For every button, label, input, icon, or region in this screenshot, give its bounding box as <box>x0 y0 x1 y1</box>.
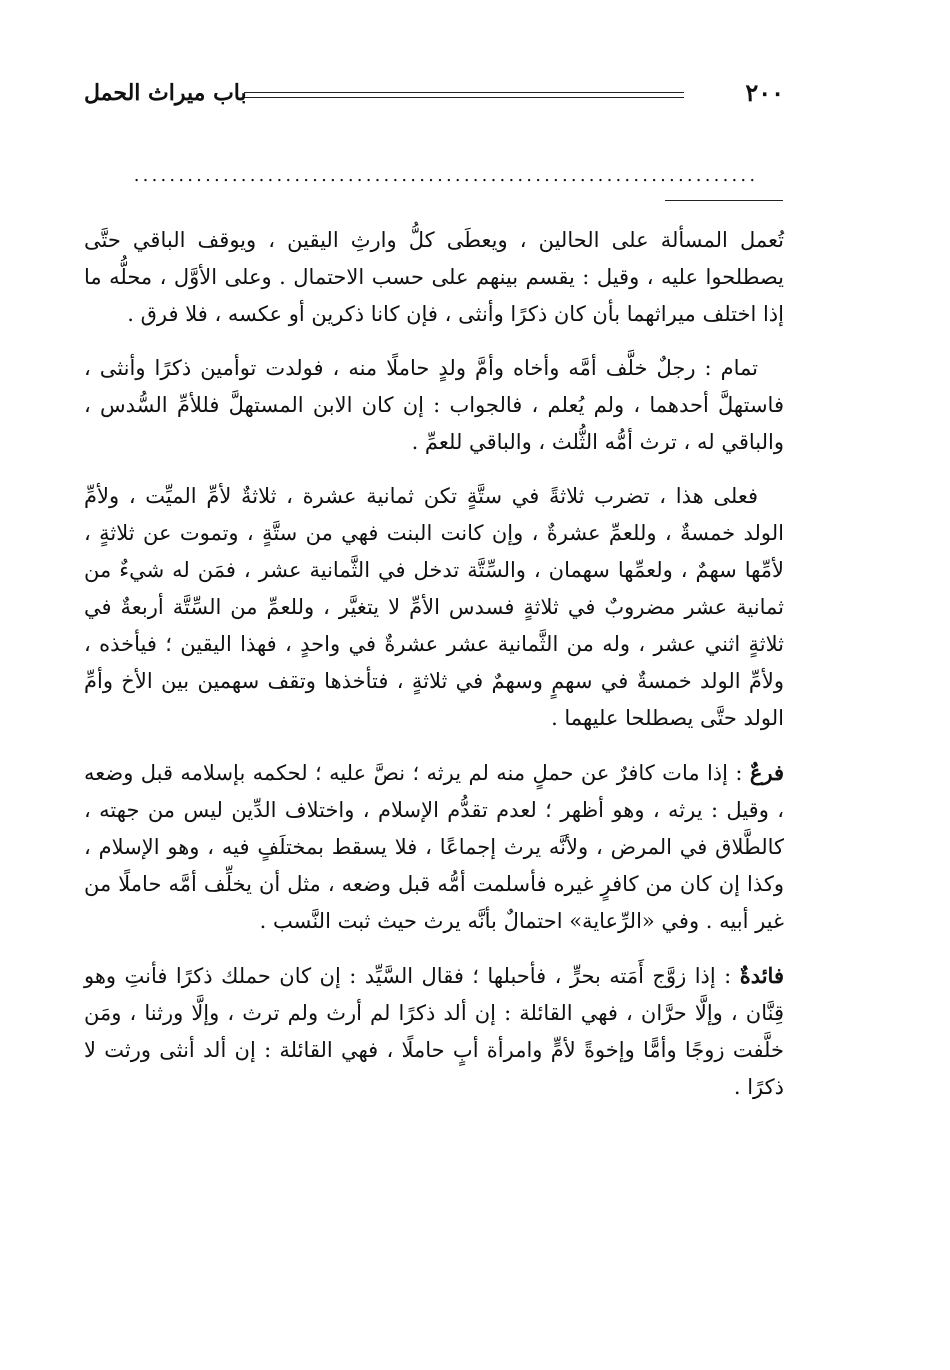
paragraph-5 <box>84 957 784 1106</box>
paragraph-4-lead: فرعٌ <box>749 760 784 785</box>
short-divider-rule <box>665 200 783 201</box>
page-header <box>84 78 784 118</box>
paragraph-2-text: تمام : رجلٌ خلَّف أمَّه وأخاه وأمَّ ولدٍ حاملًا منه ، فولدت توأمين ذكرًا وأنثى ، فاستهلَّ أحدهما ، ولم يُعلم ، فالجواب : إن كان الابن المستهلَّ فللأمِّ السُّدس ، والباقي له ، ترث أمُّه الثُّلث ، والباقي للعمِّ . <box>84 356 784 454</box>
paragraph-1-text: تُعمل المسألة على الحالين ، ويعطَى كلُّ وارثِ اليقين ، ويوقف الباقي حتَّى يصطلحوا عليه ، وقيل : يقسم بينهم على حسب الاحتمال . وعلى الأوَّل ، محلُّه ما إذا اختلف ميراثهما بأن كان ذكرًا وأنثى ، فإن كانا ذكرين أو عكسه ، فلا فرق . <box>84 228 784 326</box>
paragraph-4-text: : إذا مات كافرٌ عن حملٍ منه لم يرثه ؛ نصَّ عليه ؛ لحكمه بإسلامه قبل وضعه ، وقيل : يرثه ، وهو أظهر ؛ لعدم تقدُّم الإسلام ، واختلاف الدِّين ليس من جهته ، كالطَّلاق في المرض ، ولأنَّه يرث إجماعًا ، فلا يسقط بمختلَفٍ فيه ، وهو الإسلام ، وكذا إن كان من كافرٍ غيره فأسلمت أمُّه قبل وضعه ، مثل أن يخلِّف أمَّه حاملًا من غير أبيه . وفي «الرِّعاية» احتمالٌ بأنَّه يرث حيث ثبت النَّسب . <box>84 761 784 933</box>
paragraph-5-text: : إذا زوَّج أَمَته بحرٍّ ، فأحبلها ؛ فقال السَّيِّد : إن كان حملك ذكرًا فأنتِ وهو قِنَّان ، وإلَّا حرَّان ، فهي القائلة : إن ألد ذكرًا لم أرث ولم ترث ، وإلَّا ورثنا ، ومَن خلَّفت زوجًا وأمًّا وإخوةً لأمٍّ وامرأة أبٍ حاملًا ، فهي القائلة : إن ألد أنثى ورثت لا ذكرًا . <box>84 964 784 1099</box>
running-title: باب ميراث الحمل <box>84 80 247 106</box>
page-number: ٢٠٠ <box>745 78 784 107</box>
paragraph-2 <box>84 350 784 461</box>
paragraph-3-text: فعلى هذا ، تضرب ثلاثةً في ستَّةٍ تكن ثمانية عشرة ، ثلاثةٌ لأمِّ الميِّت ، ولأمِّ الولد خمسةٌ ، وللعمِّ عشرةٌ ، وإن كانت البنت فهي من ستَّةٍ ، وتموت عن ثلاثةٍ ، لأمِّها سهمٌ ، ولعمِّها سهمان ، والسِّتَّة تدخل في الثَّمانية عشر ، فمَن له شيءٌ من ثمانية عشر مضروبٌ في ثلاثةٍ فسدس الأمِّ لا يتغيَّر ، وللعمِّ من السِّتَّة أربعةٌ في ثلاثةٍ اثني عشر ، وله من الثَّمانية عشر عشرةٌ في واحدٍ ، فهذا اليقين ؛ فيأخذه ، ولأمِّ الولد خمسةٌ في سهمٍ وسهمٌ في ثلاثةٍ ، فتأخذها وتقف سهمين بين الأخ وأمِّ الولد حتَّى يصطلحا عليهما . <box>84 484 784 730</box>
header-double-rule <box>244 92 684 98</box>
paragraph-4 <box>84 754 784 940</box>
paragraph-3 <box>84 478 784 737</box>
paragraph-5-lead: فائدةٌ <box>739 963 784 988</box>
paragraph-1 <box>84 222 784 333</box>
body-text <box>84 222 784 1123</box>
dotted-separator: ...................................................................... <box>133 166 759 186</box>
